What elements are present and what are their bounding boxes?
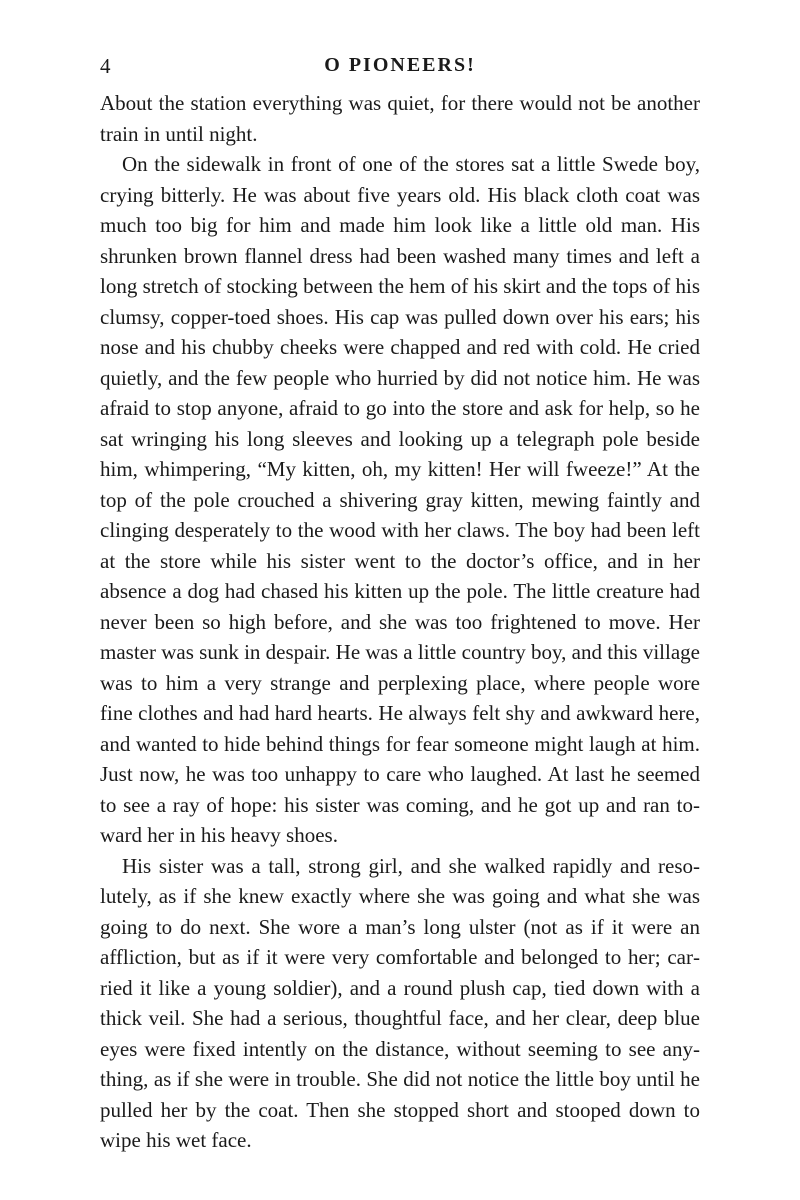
running-title: O PIONEERS!	[324, 54, 476, 76]
page-number: 4	[100, 54, 111, 78]
book-page	[100, 52, 700, 1156]
paragraph-continued: About the station everything was quiet, for there would not be another train in until night.	[100, 91, 700, 146]
body-text	[100, 88, 700, 1156]
paragraph-sister: His sister was a tall, strong girl, and she walked rapidly and resolutely, as if she knew exactly where she was going and what she was going to do next. She wore a man’s long ulster (not as if it were an affliction, but as if it were very comfortable and belonged to her; carried it like a young soldier), and a round plush cap, tied down with a thick veil. She had a serious, thoughtful face, and her clear, deep blue eyes were fixed intently on the distance, without seeming to see anything, as if she were in trouble. She did not notice the little boy until he pulled her by the coat. Then she stopped short and stooped down to wipe his wet face.	[100, 853, 700, 1152]
paragraph-swede-boy: On the sidewalk in front of one of the stores sat a little Swede boy, crying bitterly. He was about five years old. His black cloth coat was much too big for him and made him look like a little old man. His shrunken brown flannel dress had been washed many times and left a long stretch of stocking between the hem of his skirt and the tops of his clumsy, copper-toed shoes. His cap was pulled down over his ears; his nose and his chubby cheeks were chapped and red with cold. He cried quietly, and the few people who hurried by did not notice him. He was afraid to stop anyone, afraid to go into the store and ask for help, so he sat wringing his long sleeves and looking up a telegraph pole beside him, whimpering, “My kitten, oh, my kitten! Her will fweeze!” At the top of the pole crouched a shivering gray kitten, mewing faintly and clinging desperately to the wood with her claws. The boy had been left at the store while his sister went to the doctor’s office, and in her absence a dog had chased his kitten up the pole. The little creature had never been so high before, and she was too frightened to move. Her master was sunk in despair. He was a little country boy, and this village was to him a very strange and perplexing place, where people wore fine clothes and had hard hearts. He always felt shy and awkward here, and wanted to hide behind things for fear someone might laugh at him. Just now, he was too unhappy to care who laughed. At last he seemed to see a ray of hope: his sister was coming, and he got up and ran toward her in his heavy shoes.	[100, 152, 700, 847]
running-head	[100, 52, 700, 88]
